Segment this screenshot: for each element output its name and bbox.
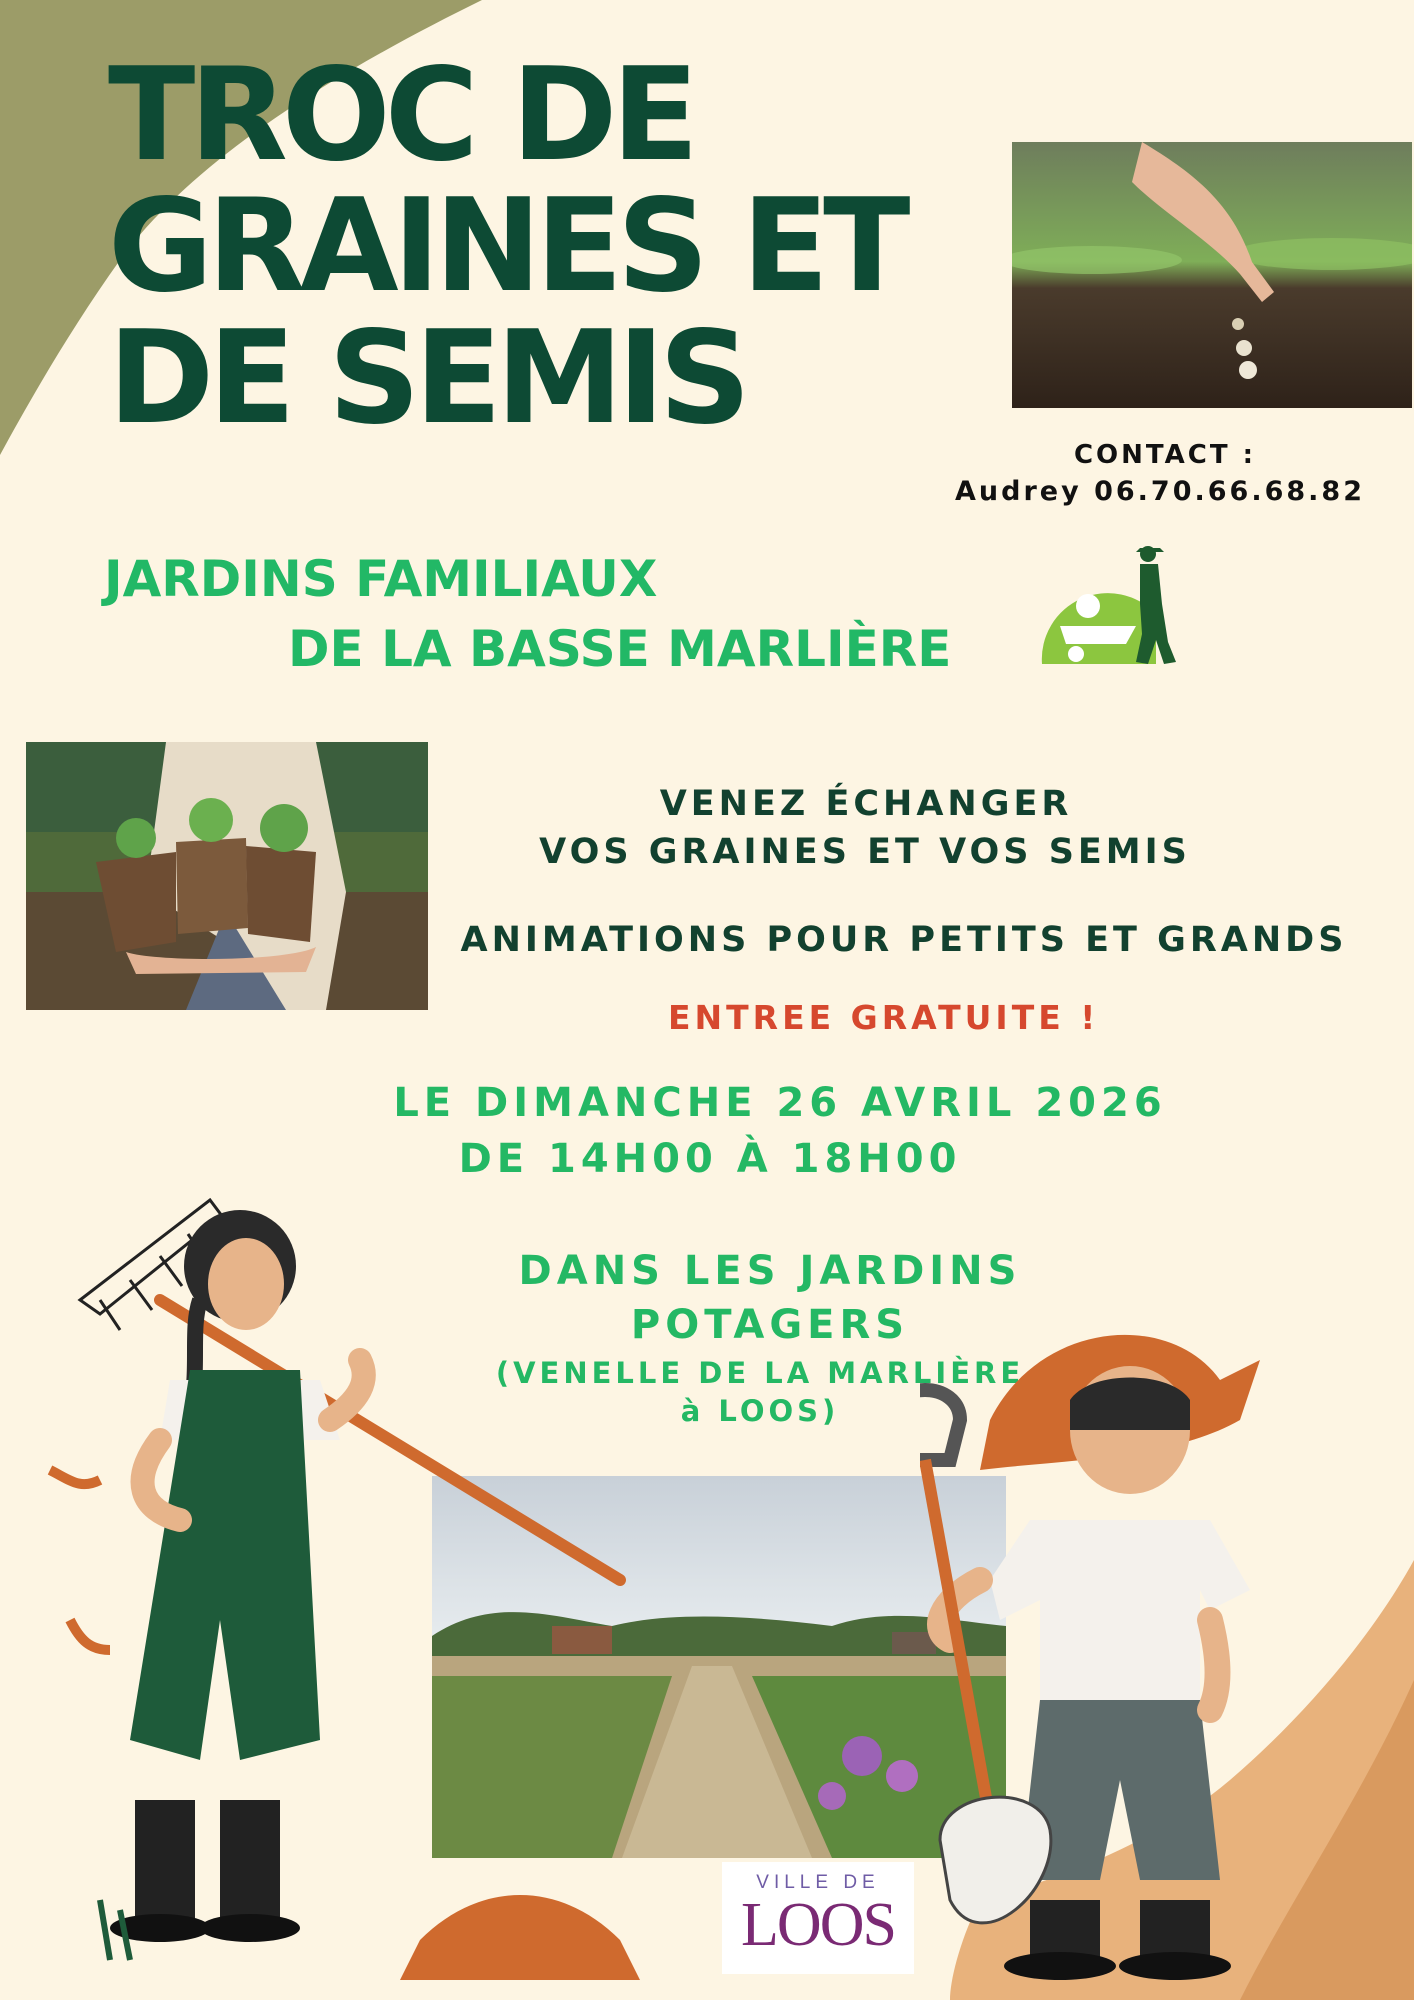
seedlings-photo bbox=[26, 742, 428, 1010]
location-line-1: DANS LES JARDINS bbox=[518, 1248, 1022, 1294]
contact-label: CONTACT : bbox=[1073, 440, 1257, 470]
free-entry-text: ENTREE GRATUITE ! bbox=[668, 998, 1100, 1037]
man-gardener-illustration bbox=[920, 1260, 1400, 1980]
woman-gardener-illustration bbox=[40, 1180, 660, 1980]
title-line-3: DE SEMIS bbox=[108, 304, 746, 453]
location-line-2: POTAGERS bbox=[630, 1302, 910, 1348]
title-line-1: TROC DE bbox=[108, 41, 693, 190]
animations-text: ANIMATIONS POUR PETITS ET GRANDS bbox=[460, 920, 1348, 960]
exchange-line-1: VENEZ ÉCHANGER bbox=[659, 784, 1073, 824]
organizer-line-1: JARDINS FAMILIAUX bbox=[104, 550, 658, 608]
location-line-4: à LOOS) bbox=[680, 1394, 840, 1428]
garden-logo-icon bbox=[1036, 544, 1196, 668]
exchange-line-2: VOS GRAINES ET VOS SEMIS bbox=[539, 832, 1191, 872]
seed-planting-photo bbox=[1012, 142, 1412, 408]
title-line-2: GRAINES ET bbox=[108, 172, 905, 321]
date-line-1: LE DIMANCHE 26 AVRIL 2026 bbox=[393, 1080, 1167, 1126]
logo-top-text: VILLE DE bbox=[756, 1872, 880, 1893]
location-line-3: (VENELLE DE LA MARLIÈRE bbox=[495, 1356, 1025, 1390]
ville-de-loos-logo bbox=[722, 1862, 914, 1974]
date-line-2: DE 14H00 À 18H00 bbox=[458, 1136, 962, 1182]
organizer-line-2: DE LA BASSE MARLIÈRE bbox=[288, 620, 952, 678]
contact-value: Audrey 06.70.66.68.82 bbox=[955, 476, 1365, 507]
logo-main-text: LOOS bbox=[741, 1891, 895, 1959]
